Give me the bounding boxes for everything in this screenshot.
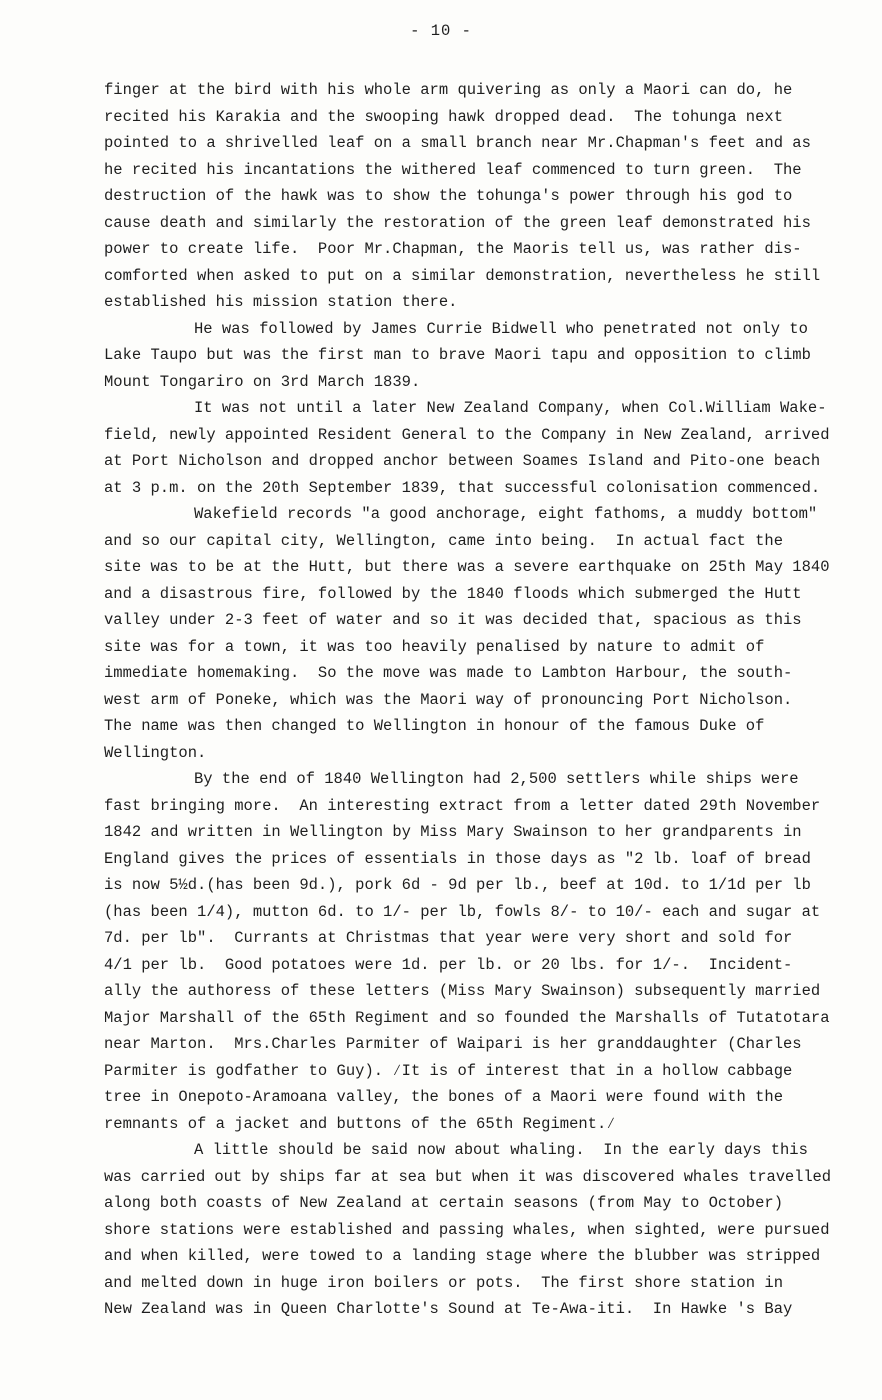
text-line: Wakefield records "a good anchorage, eight fathoms, a muddy bottom" [194,505,818,523]
text-line: he recited his incantations the withered leaf commenced to turn green. The [104,160,802,179]
text-line: The name was then changed to Wellington in honour of the famous Duke of [104,717,765,735]
text-line: It was not until a later New Zealand Company, when Col.William Wake- [194,399,827,417]
text-line: at 3 p.m. on the 20th September 1839, that successful colonisation commenced. [104,478,821,497]
text-line: immediate homemaking. So the move was made to Lambton Harbour, the south- [104,664,793,682]
text-line: destruction of the hawk was to show the tohunga's power through his god to [104,187,793,205]
text-line: along both coasts of New Zealand at certain seasons (from May to October) [104,1194,784,1212]
text-line: and melted down in huge iron boilers or pots. The first shore station in [104,1273,784,1292]
text-line: cause death and similarly the restoration of the green leaf demonstrated his [104,213,811,232]
text-line: Parmiter is godfather to Guy). ∕It is of interest that in a hollow cabbage [104,1061,793,1080]
text-line: New Zealand was in Queen Charlotte's Sound at Te-Awa-iti. In Hawke 's Bay [104,1300,793,1318]
text-line: valley under 2-3 feet of water and so it was decided that, spacious as this [104,611,802,629]
text-line: ally the authoress of these letters (Miss Mary Swainson) subsequently married [104,982,821,1000]
text-line: established his mission station there. [104,293,458,311]
text-line: Major Marshall of the 65th Regiment and so founded the Marshalls of Tutatotara [104,1008,830,1027]
text-line: shore stations were established and passing whales, when sighted, were pursued [104,1220,830,1239]
text-line: A little should be said now about whaling. In the early days this [194,1141,808,1159]
text-line: 4/1 per lb. Good potatoes were 1d. per lb. or 20 lbs. for 1/-. Incident- [104,955,793,974]
text-line: remnants of a jacket and buttons of the 65th Regiment.∕ [104,1114,616,1133]
text-line: Mount Tongariro on 3rd March 1839. [104,372,421,391]
text-line: Wellington. [104,743,207,762]
text-line: fast bringing more. An interesting extract from a letter dated 29th November [104,796,821,815]
body-text [104,77,834,1323]
text-line: recited his Karakia and the swooping hawk dropped dead. The tohunga next [104,107,784,126]
text-line: 1842 and written in Wellington by Miss Mary Swainson to her grandparents in [104,823,802,841]
text-line: site was to be at the Hutt, but there was a severe earthquake on 25th May 1840 [104,558,830,576]
text-line: site was for a town, it was too heavily penalised by nature to admit of [104,637,765,656]
text-line: was carried out by ships far at sea but when it was discovered whales travelled [104,1167,831,1186]
text-line: tree in Onepoto-Aramoana valley, the bones of a Maori were found with the [104,1088,784,1106]
text-line: He was followed by James Currie Bidwell who penetrated not only to [194,319,808,338]
text-line: and a disastrous fire, followed by the 1840 floods which submerged the Hutt [104,584,802,603]
text-line: at Port Nicholson and dropped anchor between Soames Island and Pito-one beach [104,452,821,470]
text-line: power to create life. Poor Mr.Chapman, the Maoris tell us, was rather dis- [104,240,802,258]
text-line: near Marton. Mrs.Charles Parmiter of Waipari is her granddaughter (Charles [104,1035,802,1053]
text-line: 7d. per lb". Currants at Christmas that year were very short and sold for [104,929,793,947]
text-line: is now 5½d.(has been 9d.), pork 6d - 9d per lb., beef at 10d. to 1/1d per lb [104,876,811,894]
text-line: Lake Taupo but was the first man to brave Maori tapu and opposition to climb [104,346,811,364]
text-line: and so our capital city, Wellington, came into being. In actual fact the [104,531,784,550]
text-line: pointed to a shrivelled leaf on a small branch near Mr.Chapman's feet and as [104,134,811,152]
page-number: - 10 - [410,22,472,40]
text-line: west arm of Poneke, which was the Maori way of pronouncing Port Nicholson. [104,690,793,709]
text-line: finger at the bird with his whole arm quivering as only a Maori can do, he [104,81,793,99]
text-line: (has been 1/4), mutton 6d. to 1/- per lb, fowls 8/- to 10/- each and sugar at [104,902,821,921]
text-line: England gives the prices of essentials in those days as "2 lb. loaf of bread [104,849,811,868]
text-line: By the end of 1840 Wellington had 2,500 settlers while ships were [194,770,799,788]
text-line: comforted when asked to put on a similar demonstration, nevertheless he still [104,266,821,285]
text-line: and when killed, were towed to a landing stage where the blubber was stripped [104,1247,821,1265]
text-line: field, newly appointed Resident General to the Company in New Zealand, arrived [104,425,830,444]
